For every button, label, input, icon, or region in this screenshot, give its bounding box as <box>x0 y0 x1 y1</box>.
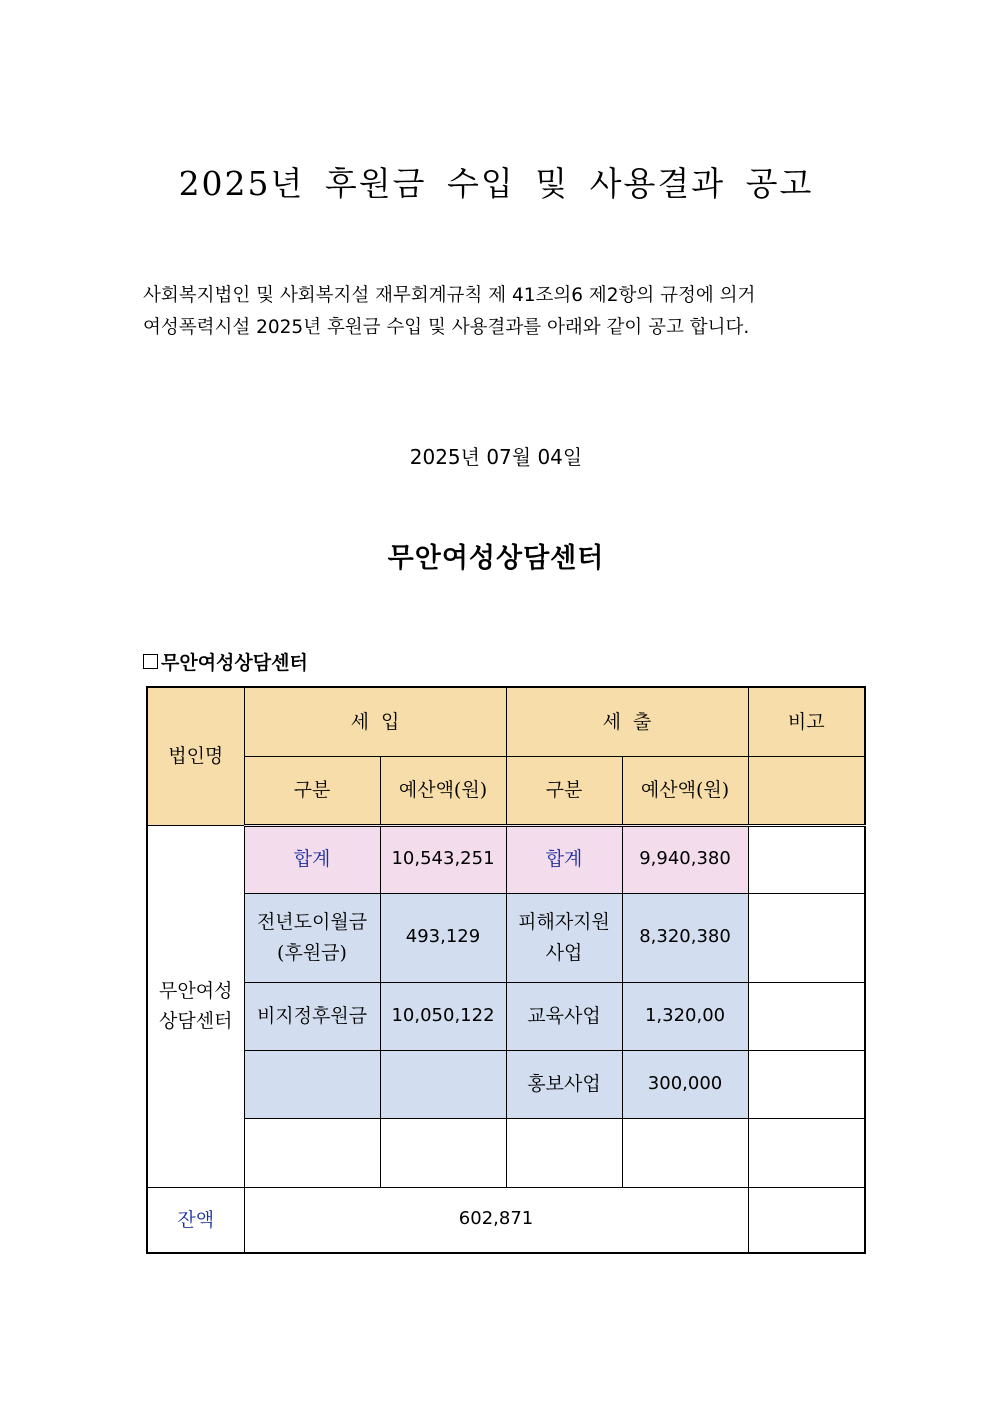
intro-line-1: 사회복지법인 및 사회복지설 재무회계규칙 제 41조의6 제2항의 규정에 의거 <box>143 285 756 306</box>
remarks-cell <box>748 893 865 982</box>
table-row <box>147 1050 865 1118</box>
table-row <box>147 825 865 893</box>
empty-cell <box>622 1118 748 1187</box>
header-income-budget: 예산액(원) <box>380 756 506 825</box>
section-label: 무안여성상담센터 <box>161 652 308 674</box>
intro-line-2: 여성폭력시설 2025년 후원금 수입 및 사용결과를 아래와 같이 공고 합니다. <box>143 317 750 338</box>
income-carryover-amount: 493,129 <box>380 893 506 982</box>
income-total-amount: 10,543,251 <box>380 825 506 893</box>
organization-name: 무안여성상담센터 <box>387 543 605 574</box>
corp-name-cell: 무안여성 상담센터 <box>147 825 244 1187</box>
header-remarks-empty <box>748 756 865 825</box>
remarks-cell <box>748 1050 865 1118</box>
expense-education-label: 교육사업 <box>506 982 622 1050</box>
balance-label: 잔액 <box>147 1187 244 1253</box>
expense-promotion-label: 홍보사업 <box>506 1050 622 1118</box>
header-expense-category: 구분 <box>506 756 622 825</box>
checkbox-square-icon <box>143 654 158 669</box>
header-expense: 세 출 <box>506 687 748 756</box>
expense-total-amount: 9,940,380 <box>622 825 748 893</box>
table-row-empty <box>147 1118 865 1187</box>
header-remarks: 비고 <box>748 687 865 756</box>
table-row <box>147 982 865 1050</box>
remarks-cell <box>748 825 865 893</box>
header-row-1 <box>147 687 865 756</box>
income-carryover-label: 전년도이월금 (후원금) <box>244 893 380 982</box>
income-undesignated-amount: 10,050,122 <box>380 982 506 1050</box>
income-total-label: 합계 <box>244 825 380 893</box>
header-corp-name: 법인명 <box>147 687 244 825</box>
section-heading <box>143 648 308 675</box>
empty-cell <box>748 1118 865 1187</box>
donation-table <box>146 686 866 1254</box>
header-row-2 <box>147 756 865 825</box>
header-income-category: 구분 <box>244 756 380 825</box>
income-empty-amount <box>380 1050 506 1118</box>
income-undesignated-label: 비지정후원금 <box>244 982 380 1050</box>
empty-cell <box>506 1118 622 1187</box>
page-title: 2025년 후원금 수입 및 사용결과 공고 <box>178 164 814 203</box>
income-empty-label <box>244 1050 380 1118</box>
expense-victim-support-label: 피해자지원 사업 <box>506 893 622 982</box>
empty-cell <box>380 1118 506 1187</box>
expense-education-amount: 1,320,00 <box>622 982 748 1050</box>
empty-cell <box>244 1118 380 1187</box>
balance-amount: 602,871 <box>244 1187 748 1253</box>
expense-promotion-amount: 300,000 <box>622 1050 748 1118</box>
remarks-cell <box>748 982 865 1050</box>
header-expense-budget: 예산액(원) <box>622 756 748 825</box>
table-row <box>147 893 865 982</box>
header-income: 세 입 <box>244 687 506 756</box>
announcement-date: 2025년 07월 04일 <box>409 445 583 469</box>
balance-row <box>147 1187 865 1253</box>
expense-victim-support-amount: 8,320,380 <box>622 893 748 982</box>
expense-total-label: 합계 <box>506 825 622 893</box>
